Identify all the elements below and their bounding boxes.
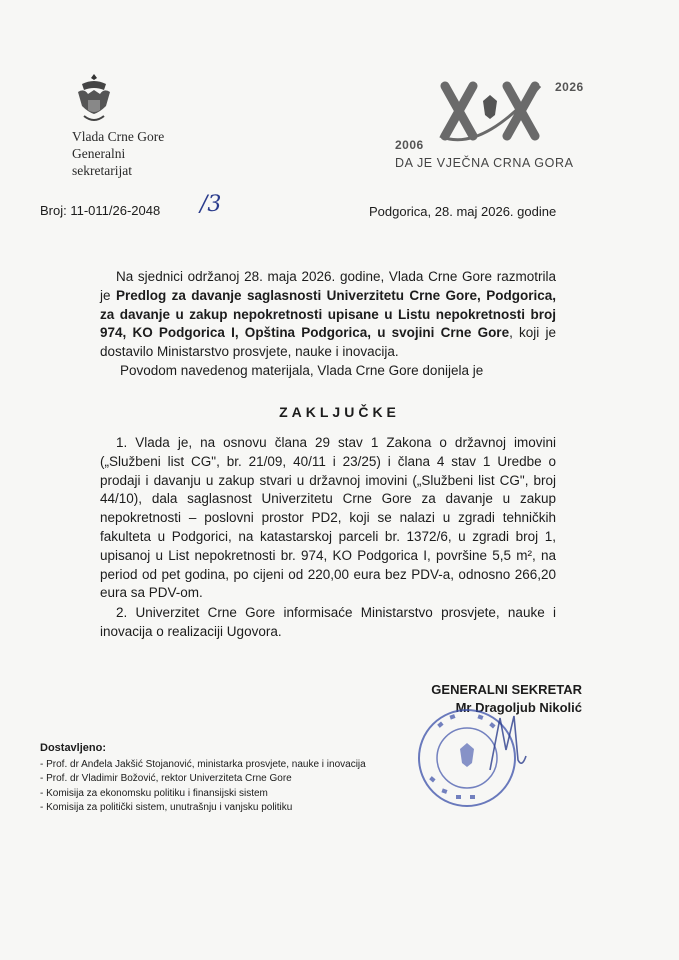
intro-paragraph (100, 268, 556, 362)
handwritten-suffix: /3 (200, 192, 222, 217)
conclusion-2: 2. Univerzitet Crne Gore informisaće Ministarstvo prosvjete, nauke i inovacija o realizaciji Ugovora. (100, 605, 556, 639)
logo-year-end: 2026 (555, 80, 584, 94)
conclusions-heading: ZAKLJUČKE (279, 404, 400, 420)
distribution-item: - Komisija za politički sistem, unutrašnju i vanjsku politiku (40, 801, 366, 815)
conclusion-1: 1. Vlada je, na osnovu člana 29 stav 1 Zakona o državnoj imovini („Službeni list CG", br. 21/09, 40/11 i 23/25) i člana 4 stav 1 Uredbe o prodaji i davanju u zakup stvari u državnoj imovini („Službeni list CG", broj 44/10), dala saglasnost Univerzitetu Crne Gore za davanje u zakup nepokretnosti – poslovni prostor PD2, koji se nalazi u zgradi tehničkih fakulteta u Podgorici, na katastarskoj parceli br. 1372/6, u zgradi broj 1, upisanoj u List nepokretnosti br. 974, KO Podgorica I, površine 5,5 m², na period od pet godina, po cijeni od 220,00 eura bez PDV-a, odnosno 266,20 eura sa PDV-om. (100, 435, 556, 601)
distribution-title: Dostavljeno: (40, 742, 107, 754)
signer-name: Mr Dragoljub Nikolić (455, 700, 582, 715)
distribution-item: - Prof. dr Vladimir Božović, rektor Univerziteta Crne Gore (40, 772, 366, 786)
reference-number: Broj: 11-011/26-2048 (40, 203, 161, 218)
signer-title: GENERALNI SEKRETAR (431, 682, 582, 697)
distribution-list (40, 758, 366, 816)
org-line-1: Vlada Crne Gore (72, 129, 165, 144)
logo-motto: DA JE VJEČNA CRNA GORA (395, 156, 574, 170)
distribution-item: - Komisija za ekonomsku politiku i finansijski sistem (40, 787, 366, 801)
logo-year-start: 2006 (395, 138, 424, 152)
org-line-2: Generalni (72, 146, 126, 161)
intro-text-bold: Predlog za davanje saglasnosti Univerzitetu Crne Gore, Podgorica, za davanje u zakup nepokretnosti upisane u Listu nepokretnosti broj 974, KO Podgorica I, Opština Podgorica, u svojini Crne Gore (100, 287, 556, 341)
intro-text-start: Na sjednici održanoj 28. maja 2026. godine, Vlada Crne Gore razmotrila je (100, 269, 556, 303)
signature-scribble-icon (480, 710, 530, 780)
intro-text-end: , koji je dostavilo Ministarstvo prosvjete, nauke i inovacija. (100, 325, 556, 360)
document-date: Podgorica, 28. maj 2026. godine (369, 204, 557, 219)
org-line-3: sekretarijat (72, 163, 132, 178)
intro-paragraph-2: Povodom navedenog materijala, Vlada Crne Gore donijela je (120, 363, 484, 378)
distribution-item: - Prof. dr Anđela Jakšić Stojanović, ministarka prosvjete, nauke i inovacija (40, 758, 366, 772)
organization-name (72, 128, 164, 179)
coat-of-arms-icon (74, 70, 114, 126)
